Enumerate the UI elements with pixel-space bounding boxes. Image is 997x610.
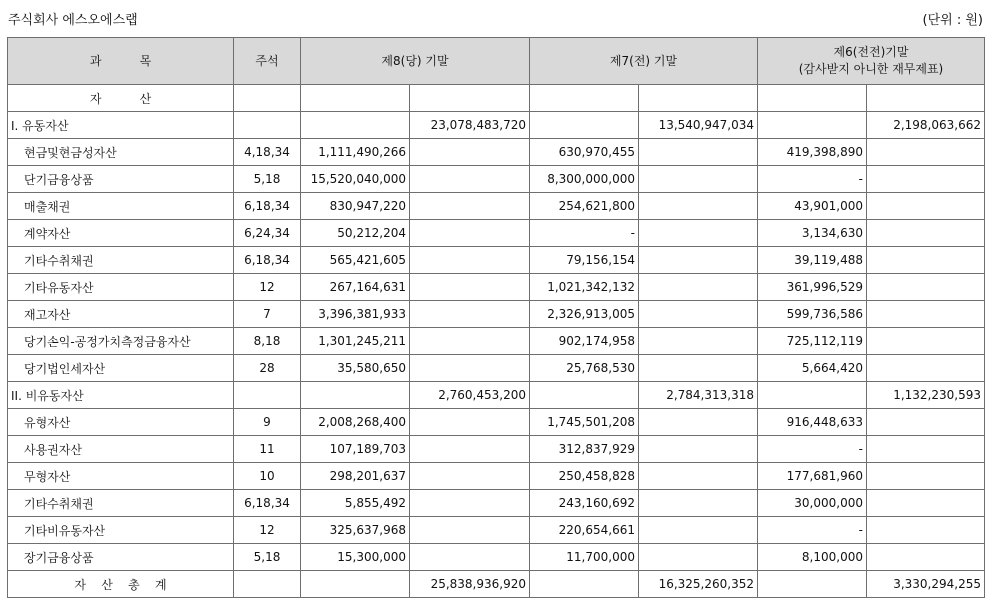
period6-total	[867, 166, 985, 193]
period8-total	[410, 517, 530, 544]
row-note: 10	[234, 463, 301, 490]
period8-total	[410, 220, 530, 247]
table-row	[8, 301, 985, 328]
period6-total	[867, 220, 985, 247]
period8-detail: 2,008,268,400	[301, 409, 410, 436]
row-note: 6,18,34	[234, 247, 301, 274]
table-row	[8, 193, 985, 220]
period8-total	[410, 355, 530, 382]
row-label: 무형자산	[8, 463, 234, 490]
period8-detail	[301, 571, 410, 598]
row-note: 12	[234, 274, 301, 301]
period7-detail: 79,156,154	[530, 247, 639, 274]
period7-total	[639, 409, 758, 436]
period8-detail	[301, 112, 410, 139]
row-label: 자 산	[8, 85, 234, 112]
row-note	[234, 571, 301, 598]
period8-detail: 565,421,605	[301, 247, 410, 274]
period6-total	[867, 301, 985, 328]
period6-total	[867, 274, 985, 301]
period7-total	[639, 166, 758, 193]
period6-title: 제6(전전)기말	[833, 45, 909, 59]
row-label: 당기손익-공정가치측정금융자산	[8, 328, 234, 355]
period6-detail: 39,119,488	[758, 247, 867, 274]
period6-detail	[758, 85, 867, 112]
header-row	[8, 38, 985, 85]
period6-detail: -	[758, 517, 867, 544]
period7-detail: 630,970,455	[530, 139, 639, 166]
period6-detail: -	[758, 436, 867, 463]
period8-detail: 15,300,000	[301, 544, 410, 571]
row-note: 28	[234, 355, 301, 382]
period8-detail: 298,201,637	[301, 463, 410, 490]
period8-total	[410, 463, 530, 490]
company-name: 주식회사 에스오에스랩	[8, 13, 138, 28]
table-row	[8, 247, 985, 274]
period6-total	[867, 355, 985, 382]
period8-total	[410, 193, 530, 220]
period6-total	[867, 490, 985, 517]
row-note	[234, 112, 301, 139]
period8-total: 2,760,453,200	[410, 382, 530, 409]
table-row	[8, 112, 985, 139]
period6-header	[758, 38, 985, 85]
table-row	[8, 382, 985, 409]
period8-detail	[301, 85, 410, 112]
period6-detail: 30,000,000	[758, 490, 867, 517]
table-row	[8, 490, 985, 517]
row-label: II. 비유동자산	[8, 382, 234, 409]
balance-sheet-table	[7, 37, 985, 598]
period8-total	[410, 139, 530, 166]
period8-total	[410, 409, 530, 436]
note-header: 주석	[234, 38, 301, 85]
row-label: 기타수취채권	[8, 247, 234, 274]
table-row	[8, 274, 985, 301]
period8-total	[410, 490, 530, 517]
period8-detail: 107,189,703	[301, 436, 410, 463]
period8-detail: 1,301,245,211	[301, 328, 410, 355]
period7-total	[639, 220, 758, 247]
period7-detail: 11,700,000	[530, 544, 639, 571]
period8-detail: 35,580,650	[301, 355, 410, 382]
period7-detail: 25,768,530	[530, 355, 639, 382]
period6-detail: 725,112,119	[758, 328, 867, 355]
period8-detail: 267,164,631	[301, 274, 410, 301]
period8-detail: 325,637,968	[301, 517, 410, 544]
row-note	[234, 85, 301, 112]
period7-total	[639, 247, 758, 274]
period7-detail: 8,300,000,000	[530, 166, 639, 193]
period7-detail: 312,837,929	[530, 436, 639, 463]
period6-total	[867, 544, 985, 571]
table-row	[8, 85, 985, 112]
table-row	[8, 544, 985, 571]
period6-detail: -	[758, 166, 867, 193]
unit-label: (단위 : 원)	[922, 13, 983, 28]
period6-total	[867, 139, 985, 166]
period8-detail: 50,212,204	[301, 220, 410, 247]
period8-total	[410, 436, 530, 463]
period6-detail	[758, 571, 867, 598]
period7-total	[639, 301, 758, 328]
period7-detail: -	[530, 220, 639, 247]
period6-total: 2,198,063,662	[867, 112, 985, 139]
row-note: 5,18	[234, 544, 301, 571]
period7-detail	[530, 382, 639, 409]
period7-total	[639, 436, 758, 463]
period8-detail: 1,111,490,266	[301, 139, 410, 166]
table-row	[8, 517, 985, 544]
period7-detail	[530, 85, 639, 112]
period7-header: 제7(전) 기말	[530, 38, 758, 85]
period6-detail: 5,664,420	[758, 355, 867, 382]
row-note: 9	[234, 409, 301, 436]
table-row	[8, 409, 985, 436]
row-note: 6,18,34	[234, 490, 301, 517]
period8-total	[410, 166, 530, 193]
period7-total	[639, 139, 758, 166]
period6-total	[867, 463, 985, 490]
period8-total	[410, 247, 530, 274]
period8-total	[410, 544, 530, 571]
period8-detail	[301, 382, 410, 409]
period7-detail: 2,326,913,005	[530, 301, 639, 328]
row-note	[234, 382, 301, 409]
period8-detail: 5,855,492	[301, 490, 410, 517]
period8-total	[410, 301, 530, 328]
row-label: 계약자산	[8, 220, 234, 247]
period7-total: 13,540,947,034	[639, 112, 758, 139]
period6-total: 1,132,230,593	[867, 382, 985, 409]
period6-detail: 361,996,529	[758, 274, 867, 301]
row-label: 매출채권	[8, 193, 234, 220]
row-label: 단기금융상품	[8, 166, 234, 193]
period6-total	[867, 247, 985, 274]
period8-total	[410, 85, 530, 112]
table-body	[8, 85, 985, 598]
period8-detail: 15,520,040,000	[301, 166, 410, 193]
period7-total	[639, 463, 758, 490]
row-note: 11	[234, 436, 301, 463]
period6-total	[867, 193, 985, 220]
period7-detail: 1,745,501,208	[530, 409, 639, 436]
period8-total: 25,838,936,920	[410, 571, 530, 598]
period7-total	[639, 328, 758, 355]
period6-subtitle: (감사받지 아니한 재무제표)	[798, 62, 944, 76]
row-label: 장기금융상품	[8, 544, 234, 571]
row-label: 현금및현금성자산	[8, 139, 234, 166]
period6-total	[867, 409, 985, 436]
period7-total: 16,325,260,352	[639, 571, 758, 598]
table-row	[8, 139, 985, 166]
period6-detail: 419,398,890	[758, 139, 867, 166]
row-note: 6,24,34	[234, 220, 301, 247]
period6-detail: 599,736,586	[758, 301, 867, 328]
period7-total	[639, 85, 758, 112]
row-note: 7	[234, 301, 301, 328]
period6-detail: 3,134,630	[758, 220, 867, 247]
period6-detail	[758, 112, 867, 139]
table-row	[8, 571, 985, 598]
row-label: I. 유동자산	[8, 112, 234, 139]
period6-total	[867, 328, 985, 355]
table-row	[8, 328, 985, 355]
period8-header: 제8(당) 기말	[301, 38, 530, 85]
row-label: 재고자산	[8, 301, 234, 328]
period6-detail: 8,100,000	[758, 544, 867, 571]
row-label: 기타유동자산	[8, 274, 234, 301]
table-row	[8, 463, 985, 490]
period8-detail: 3,396,381,933	[301, 301, 410, 328]
period6-total: 3,330,294,255	[867, 571, 985, 598]
row-label: 유형자산	[8, 409, 234, 436]
period7-total	[639, 517, 758, 544]
period7-total	[639, 193, 758, 220]
subject-header: 과 목	[8, 38, 234, 85]
row-note: 12	[234, 517, 301, 544]
period7-total	[639, 274, 758, 301]
row-label: 당기법인세자산	[8, 355, 234, 382]
row-note: 4,18,34	[234, 139, 301, 166]
table-row	[8, 355, 985, 382]
row-note: 6,18,34	[234, 193, 301, 220]
period6-total	[867, 517, 985, 544]
period7-detail	[530, 571, 639, 598]
period7-total	[639, 490, 758, 517]
period7-total	[639, 355, 758, 382]
period7-detail: 220,654,661	[530, 517, 639, 544]
row-note: 5,18	[234, 166, 301, 193]
table-row	[8, 220, 985, 247]
period7-total	[639, 544, 758, 571]
period6-detail	[758, 382, 867, 409]
period7-total: 2,784,313,318	[639, 382, 758, 409]
period7-detail: 250,458,828	[530, 463, 639, 490]
period6-total	[867, 436, 985, 463]
period6-detail: 916,448,633	[758, 409, 867, 436]
period7-detail: 254,621,800	[530, 193, 639, 220]
row-label: 사용권자산	[8, 436, 234, 463]
row-note: 8,18	[234, 328, 301, 355]
period8-total	[410, 274, 530, 301]
table-row	[8, 436, 985, 463]
period6-total	[867, 85, 985, 112]
period8-total	[410, 328, 530, 355]
period7-detail: 243,160,692	[530, 490, 639, 517]
period6-detail: 177,681,960	[758, 463, 867, 490]
period7-detail: 902,174,958	[530, 328, 639, 355]
period8-detail: 830,947,220	[301, 193, 410, 220]
table-row	[8, 166, 985, 193]
period7-detail	[530, 112, 639, 139]
period7-detail: 1,021,342,132	[530, 274, 639, 301]
period6-detail: 43,901,000	[758, 193, 867, 220]
row-label: 자 산 총 계	[8, 571, 234, 598]
row-label: 기타비유동자산	[8, 517, 234, 544]
row-label: 기타수취채권	[8, 490, 234, 517]
period8-total: 23,078,483,720	[410, 112, 530, 139]
